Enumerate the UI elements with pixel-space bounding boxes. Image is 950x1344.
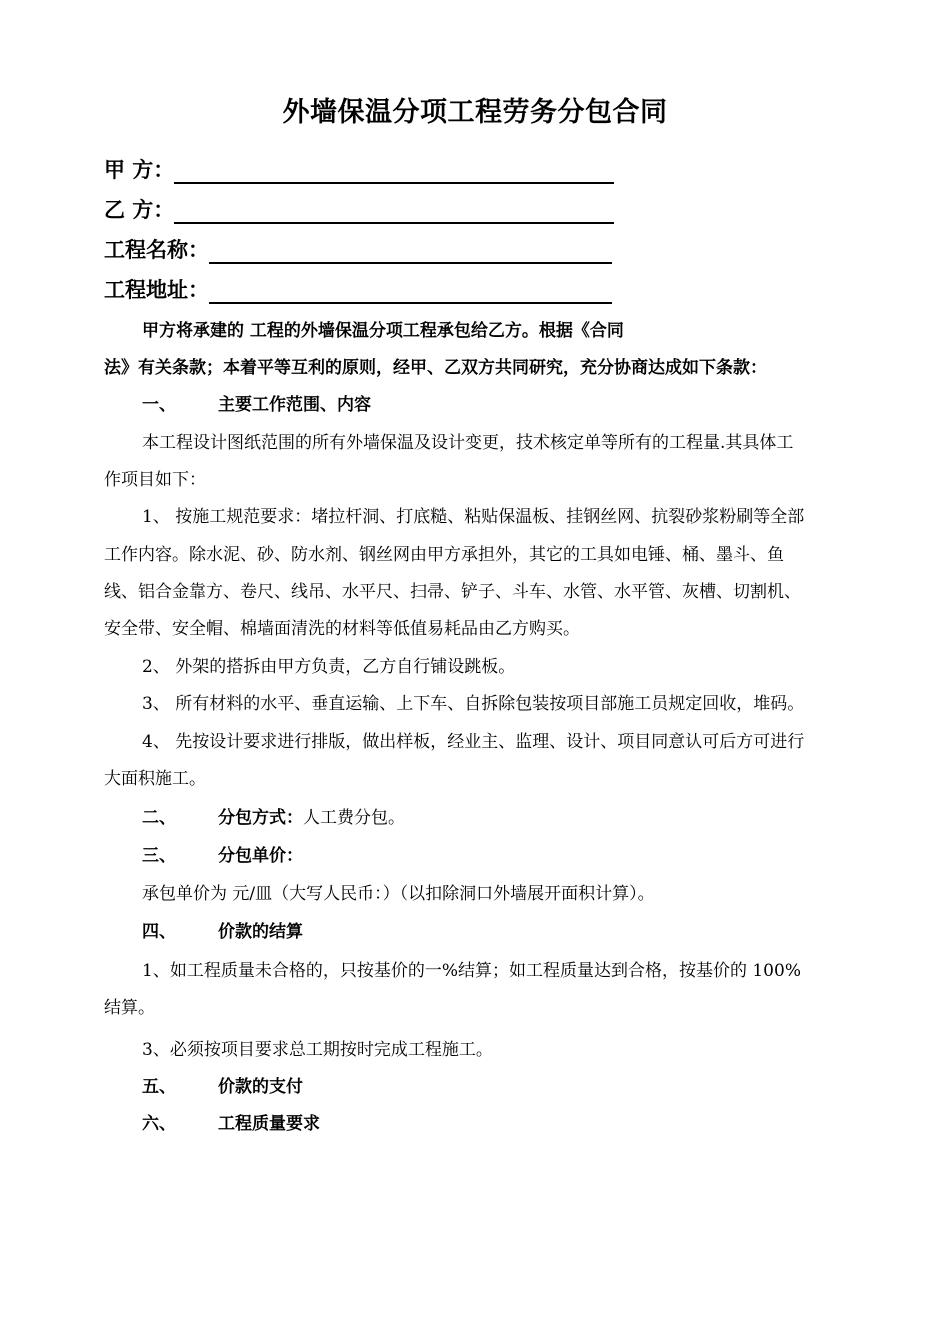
item-1-line-2: 工作内容。除水泥、砂、防水剂、钢丝网由甲方承担外，其它的工具如电锤、桶、墨斗、鱼 bbox=[104, 545, 784, 565]
project-address-blank[interactable] bbox=[209, 280, 612, 304]
section-6-number: 六、 bbox=[142, 1114, 176, 1134]
party-a-label: 甲 方： bbox=[104, 158, 175, 182]
section-2-title: 分包方式： bbox=[218, 808, 303, 828]
section-6-title: 工程质量要求 bbox=[218, 1114, 320, 1134]
section-5-number: 五、 bbox=[142, 1077, 176, 1097]
intro-line-2: 法》有关条款；本着平等互利的原则，经甲、乙双方共同研究，充分协商达成如下条款： bbox=[104, 358, 767, 378]
item-1-line-4: 安全带、安全帽、棉墙面清洗的材料等低值易耗品由乙方购买。 bbox=[104, 619, 580, 639]
item-1-line-3: 线、铝合金靠方、卷尺、线吊、水平尺、扫帚、铲子、斗车、水管、水平管、灰槽、切割机、 bbox=[104, 582, 801, 602]
section-4-paragraph-line-2: 结算。 bbox=[104, 998, 155, 1018]
section-1-number: 一、 bbox=[142, 395, 176, 415]
project-name-field bbox=[104, 234, 612, 264]
section-2-line bbox=[218, 803, 405, 828]
project-address-label: 工程地址： bbox=[104, 278, 209, 302]
item-2: 2、 外架的搭拆由甲方负责，乙方自行铺设跳板。 bbox=[142, 657, 516, 677]
section-3-title: 分包单价： bbox=[218, 846, 303, 866]
intro-line-1: 甲方将承建的 工程的外墙保温分项工程承包给乙方。根据《合同 bbox=[142, 321, 624, 341]
item-1-line-1: 1、 按施工规范要求：堵拉杆洞、打底糙、粘贴保温板、挂钢丝网、抗裂砂浆粉刷等全部 bbox=[142, 507, 805, 527]
party-b-blank[interactable] bbox=[174, 200, 614, 224]
section-5-title: 价款的支付 bbox=[218, 1077, 303, 1097]
section-3-number: 三、 bbox=[142, 846, 176, 866]
section-2-value: 人工费分包。 bbox=[303, 808, 405, 828]
section-3-paragraph: 承包单价为 元/皿（大写人民币：）（以扣除洞口外墙展开面积计算）。 bbox=[142, 884, 655, 904]
item-4-line-1: 4、 先按设计要求进行排版，做出样板，经业主、监理、设计、项目同意认可后方可进行 bbox=[142, 732, 805, 752]
section-1-title: 主要工作范围、内容 bbox=[218, 395, 371, 415]
section-2-number: 二、 bbox=[142, 808, 176, 828]
section-4-title: 价款的结算 bbox=[218, 922, 303, 942]
section-4-paragraph-line-1: 1、如工程质量未合格的，只按基价的一%结算；如工程质量达到合格，按基价的 100% bbox=[142, 961, 801, 981]
section-4-paragraph-2: 3、必须按项目要求总工期按时完成工程施工。 bbox=[142, 1040, 493, 1060]
party-b-field bbox=[104, 194, 614, 224]
section-1-paragraph-line-2: 作项目如下： bbox=[104, 470, 206, 490]
item-3: 3、 所有材料的水平、垂直运输、上下车、自拆除包装按项目部施工员规定回收，堆码。 bbox=[142, 694, 805, 714]
party-a-blank[interactable] bbox=[174, 160, 614, 184]
document-title: 外墙保温分项工程劳务分包合同 bbox=[282, 97, 668, 128]
section-1-paragraph-line-1: 本工程设计图纸范围的所有外墙保温及设计变更，技术核定单等所有的工程量.其具体工 bbox=[142, 433, 794, 453]
party-b-label: 乙 方： bbox=[104, 198, 175, 222]
project-name-label: 工程名称： bbox=[104, 238, 209, 262]
project-name-blank[interactable] bbox=[209, 240, 612, 264]
section-4-number: 四、 bbox=[142, 922, 176, 942]
party-a-field bbox=[104, 154, 614, 184]
item-4-line-2: 大面积施工。 bbox=[104, 769, 206, 789]
project-address-field bbox=[104, 274, 612, 304]
